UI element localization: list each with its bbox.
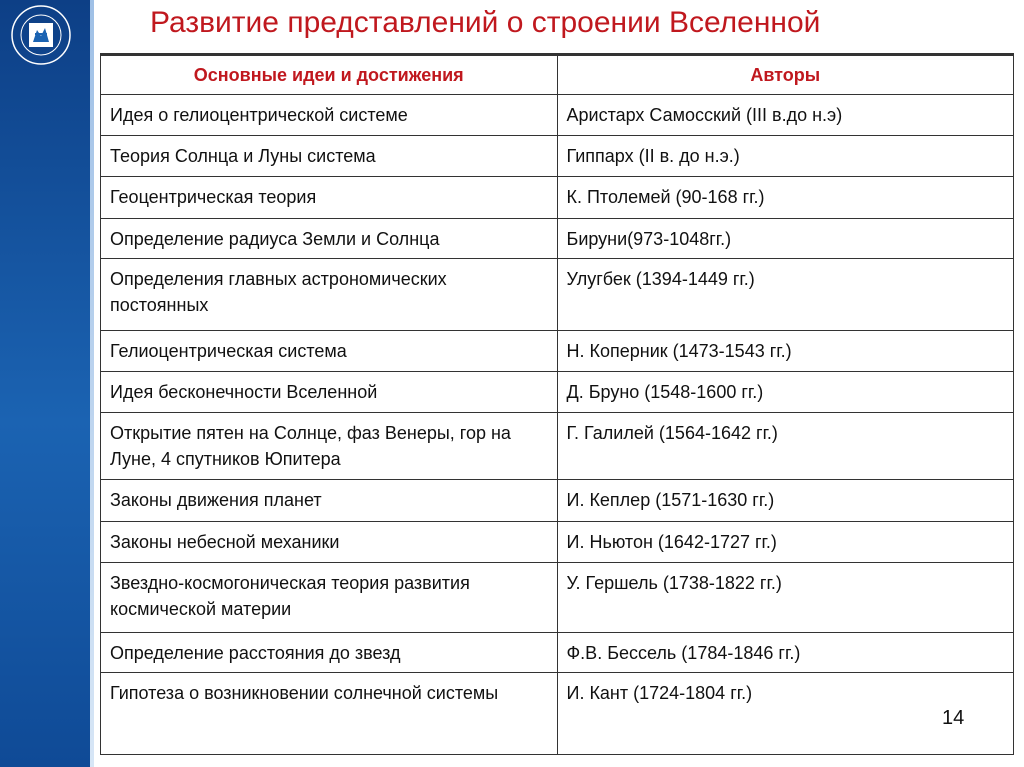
page-number: 14 [942,707,965,729]
ideas-authors-table [100,53,1014,755]
author-cell: Д. Бруно (1548-1600 гг.) [557,372,1014,413]
table-row [101,522,1014,563]
table-row [101,563,1014,633]
author-cell: У. Гершель (1738-1822 гг.) [557,563,1014,633]
sidebar-band [0,0,90,767]
table-row [101,413,1014,480]
author-cell: Бируни(973-1048гг.) [557,219,1014,259]
author-cell: Н. Коперник (1473-1543 гг.) [557,331,1014,372]
table-row [101,633,1014,673]
university-emblem-icon [10,4,72,66]
author-cell: Улугбек (1394-1449 гг.) [557,259,1014,331]
table-row [101,480,1014,522]
table-row [101,177,1014,219]
author-cell: И. Кеплер (1571-1630 гг.) [557,480,1014,522]
idea-cell: Геоцентрическая теория [101,177,558,219]
idea-cell: Теория Солнца и Луны система [101,136,558,177]
table-row [101,259,1014,331]
table-row [101,673,1014,755]
table-row [101,219,1014,259]
idea-cell: Звездно-космогоническая теория развития космической материи [101,563,558,633]
column-header-authors: Авторы [557,55,1014,95]
table-row [101,331,1014,372]
idea-cell: Открытие пятен на Солнце, фаз Венеры, гор на Луне, 4 спутников Юпитера [101,413,558,480]
author-cell: И. Кант (1724-1804 гг.) [557,673,1014,755]
table-row [101,95,1014,136]
column-header-ideas: Основные идеи и достижения [101,55,558,95]
author-cell: Г. Галилей (1564-1642 гг.) [557,413,1014,480]
table-header-row [101,55,1014,95]
idea-cell: Определение расстояния до звезд [101,633,558,673]
author-cell: Ф.В. Бессель (1784-1846 гг.) [557,633,1014,673]
author-cell: К. Птолемей (90-168 гг.) [557,177,1014,219]
author-cell: Аристарх Самосский (III в.до н.э) [557,95,1014,136]
idea-cell: Идея о гелиоцентрической системе [101,95,558,136]
idea-cell: Гелиоцентрическая система [101,331,558,372]
table-row [101,372,1014,413]
author-cell: И. Ньютон (1642-1727 гг.) [557,522,1014,563]
table-row [101,136,1014,177]
page-title: Развитие представлений о строении Вселенной [150,6,821,39]
idea-cell: Идея бесконечности Вселенной [101,372,558,413]
author-cell: Гиппарх (II в. до н.э.) [557,136,1014,177]
idea-cell: Определение радиуса Земли и Солнца [101,219,558,259]
idea-cell: Законы небесной механики [101,522,558,563]
sidebar-divider [90,0,94,767]
idea-cell: Определения главных астрономических постоянных [101,259,558,331]
idea-cell: Законы движения планет [101,480,558,522]
idea-cell: Гипотеза о возникновении солнечной системы [101,673,558,755]
